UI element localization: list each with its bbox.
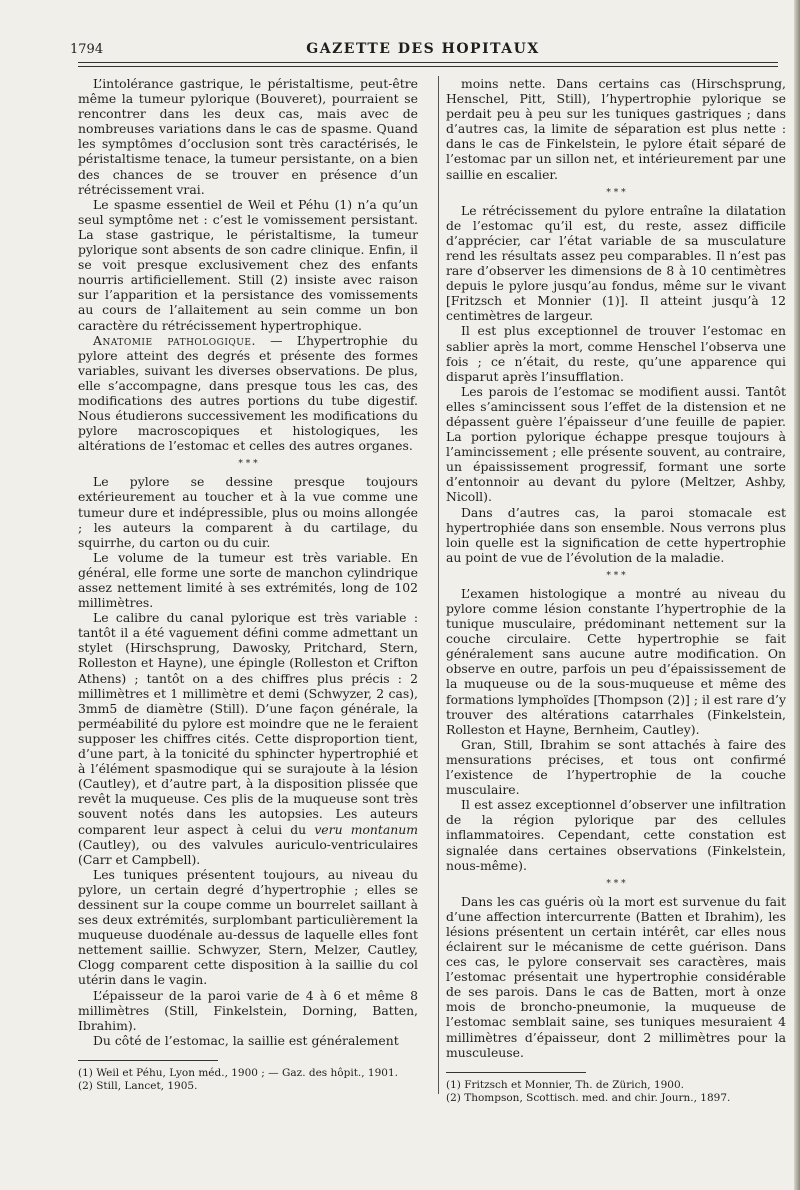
paragraph: Le rétrécissement du pylore entraîne la dilatation de l’estomac qu’il est, du reste, assez difficile d’apprécier, car l’état variable de sa musculature rend les résultats assez peu comparables. Il n’est pas rare d’observer les dimensions de 8 à 10 centimètres depuis le pylore jusqu’au fondus, même sur le vivant [Fritzsch et Monnier (1)]. Il atteint jusqu’à 12 centimètres de largeur. [446, 202, 786, 324]
footnote: (1) Weil et Péhu, Lyon méd., 1900 ; — Gaz. des hôpit., 1901. [78, 1066, 398, 1079]
section-heading: Anatomie pathologique. [93, 332, 256, 348]
paragraph: L’épaisseur de la paroi varie de 4 à 6 et même 8 millimètres (Still, Finkelstein, Dorning, Batten, Ibrahim). [78, 987, 418, 1033]
section-separator: * * * [238, 459, 258, 470]
section-separator: * * * [606, 878, 626, 889]
section-separator: * * * [606, 187, 626, 198]
header-rule-bottom [78, 66, 778, 67]
paragraph: Le volume de la tumeur est très variable. En général, elle forme une sorte de manchon cylindrique assez nettement limité à ses extrémités, long de 102 millimètres. [78, 549, 418, 611]
paragraph: Le spasme essentiel de Weil et Péhu (1) n’a qu’un seul symptôme net : c’est le vomissement persistant. La stase gastrique, le péristaltisme, la tumeur pylorique sont absents de son cadre clinique. Enfin, il se voit presque exclusivement chez des enfants nourris artificiellement. Still (2) insiste avec raison sur l’apparition et la persistance des vomissements au cours de l’allaitement au sein comme un bon caractère du rétrécissement hypertrophique. [78, 196, 418, 333]
section-separator: * * * [606, 570, 626, 581]
column-divider [438, 76, 439, 1094]
paragraph: Il est plus exceptionnel de trouver l’estomac en sablier après la mort, comme Henschel l’observa une fois ; ce n’était, du reste, qu’une apparence qui disparut après l’insufflation. [446, 323, 786, 384]
page-number: 1794 [70, 42, 104, 57]
footnote-rule [78, 1060, 218, 1061]
footnote: (2) Still, Lancet, 1905. [78, 1079, 198, 1092]
paragraph: Gran, Still, Ibrahim se sont attachés à faire des mensurations précises, et tous ont confirmé l’existence de l’hypertrophie de la couche musculaire. [446, 736, 786, 798]
paragraph: Le calibre du canal pylorique est très variable : tantôt il a été vaguement défini comme admettant un stylet (Hirschsprung, Dawosky, Pritchard, Stern, Rolleston et Hayne), une épingle (Rolleston et Crifton Athens) ; tantôt on a des chiffres plus précis : 2 millimètres et 1 millimètre et demi (Schwyzer, 2 cas), 3mm5 de diamètre (Still). D’une façon générale, la perméabilité du pylore est moindre que ne le feraient supposer les chiffres cités. Cette disproportion tient, d’une part, à la tonicité du sphincter hypertrophié et à l’élément spasmodique qui se surajoute à la lésion (Cautley), et d’autre part, à la disposition plissée que revêt la muqueuse. Ces plis de la muqueuse sont très souvent notés dans les autopsies. Les auteurs comparent leur aspect à celui du veru montanum (Cautley), ou des valvules auriculo-ventriculaires (Carr et Campbell). [78, 610, 418, 867]
paragraph: Dans les cas guéris où la mort est survenue du fait d’une affection intercurrente (Batten et Ibrahim), les lésions présentent un certain intérêt, car elles nous éclairent sur le mécanisme de cette guérison. Dans ces cas, le pylore conservait ses caractères, mais l’estomac présentait une hypertrophie considérable de ses parois. Dans le cas de Batten, mort à onze mois de broncho-pneumonie, la muqueuse de l’estomac semblait saine, ses tuniques mesuraient 4 millimètres d’épaisseur, dont 2 millimètres pour la musculeuse. [446, 893, 786, 1060]
paragraph: moins nette. Dans certains cas (Hirschsprung, Henschel, Pitt, Still), l’hypertrophie pylorique se perdait peu à peu sur les tuniques gastriques ; dans d’autres cas, la limite de séparation est plus nette : dans le cas de Finkelstein, le pylore était séparé de l’estomac par un sillon net, et intérieurement par une saillie en escalier. [446, 76, 786, 182]
right-column [446, 76, 786, 1105]
paragraph: Dans d’autres cas, la paroi stomacale est hypertrophiée dans son ensemble. Nous verrons plus loin quelle est la signification de cette hypertrophie au point de vue de l’évolution de la maladie. [446, 504, 786, 565]
paragraph: Les parois de l’estomac se modifient aussi. Tantôt elles s’amincissent sous l’effet de la distension et ne dépassent guère l’épaisseur d’une feuille de papier. La portion pylorique échappe presque toujours à l’amincissement ; elle présente souvent, au contraire, un épaississement progressif, formant une sorte d’entonnoir au devant du pylore (Meltzer, Ashby, Nicoll). [446, 383, 786, 505]
footnote-rule [446, 1072, 586, 1073]
paragraph: L’intolérance gastrique, le péristaltisme, peut-être même la tumeur pylorique (Bouveret), pourraient se rencontrer dans les deux cas, mais avec de nombreuses variations dans le cas de spasme. Quand les symptômes d’occlusion sont très caractérisés, le péristaltisme tenace, la tumeur persistante, on a bien des chances de se trouver en présence d’un rétrécissement vrai. [78, 76, 418, 197]
header-rule-top [78, 62, 778, 63]
running-header [70, 38, 776, 64]
footnote: (2) Thompson, Scottisch. med. and chir. Journ., 1897. [446, 1091, 731, 1104]
paragraph: Il est assez exceptionnel d’observer une infiltration de la région pylorique par des cellules inflammatoires. Cependant, cette constation est signalée dans certaines observations (Finkelstein, nous-même). [446, 797, 786, 873]
paragraph: Du côté de l’estomac, la saillie est généralement [93, 1032, 399, 1048]
left-column [78, 76, 418, 1093]
paragraph: Les tuniques présentent toujours, au niveau du pylore, un certain degré d’hypertrophie ; elles se dessinent sur la coupe comme un bourrelet saillant à ses deux extrémités, surplombant particulièrement la muqueuse duodénale au-dessus de laquelle elles font nettement saillie. Schwyzer, Stern, Melzer, Cautley, Clogg comparent cette disposition à la saillie du col utérin dans le vagin. [78, 866, 418, 988]
paragraph: Anatomie pathologique. — L’hypertrophie du pylore atteint des degrés et présente des formes variables, suivant les diverses observations. De plus, elle s’accompagne, dans presque tous les cas, des modifications des autres portions du tube digestif. Nous étudierons successivement les modifications du pylore macroscopiques et histologiques, les altérations de l’estomac et celles des autres organes. [78, 332, 418, 454]
footnote: (1) Fritzsch et Monnier, Th. de Zürich, 1900. [446, 1078, 685, 1091]
paragraph: L’examen histologique a montré au niveau du pylore comme lésion constante l’hypertrophie de la tunique musculaire, prédominant nettement sur la couche circulaire. Cette hypertrophie se fait généralement sans aucune autre modification. On observe en outre, parfois un peu d’épaississement de la muqueuse ou de la sous-muqueuse et même des formations lymphoïdes [Thompson (2)] ; il est rare d’y trouver des altérations catarrhales (Finkelstein, Rolleston et Hayne, Bernheim, Cautley). [446, 585, 786, 737]
paragraph: Le pylore se dessine presque toujours extérieurement au toucher et à la vue comme une tumeur dure et indépressible, plus ou moins allongée ; les auteurs la comparent à du cartilage, du squirrhe, du carton ou du cuir. [78, 474, 418, 550]
journal-title: GAZETTE DES HOPITAUX [306, 41, 540, 57]
page-edge-shadow [794, 0, 800, 1190]
